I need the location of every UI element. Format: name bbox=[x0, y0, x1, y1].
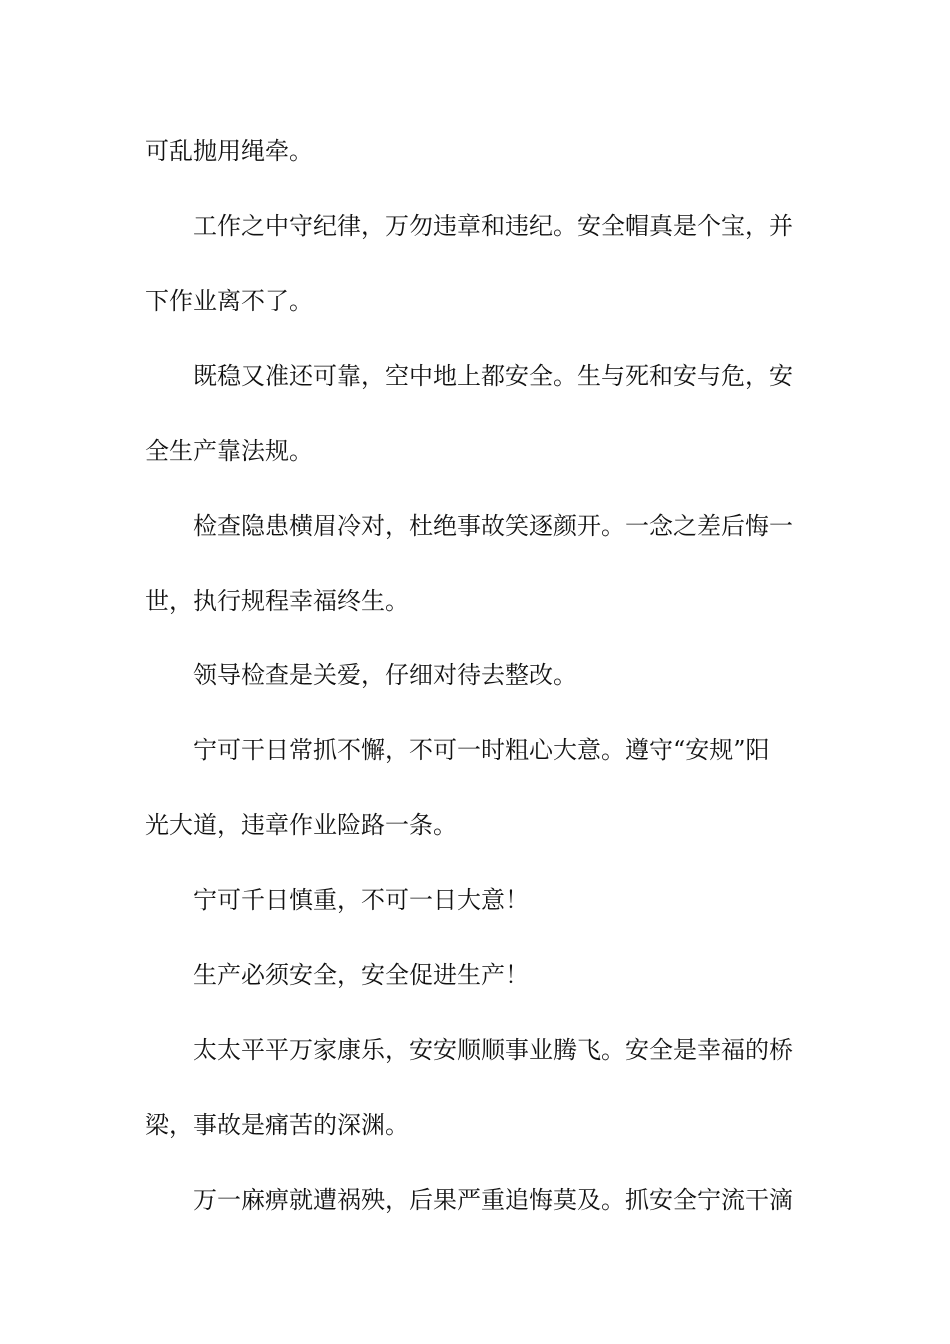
paragraph-line: 宁可千日慎重，不可一日大意！ bbox=[193, 886, 529, 914]
paragraph-line: 万一麻痹就遭祸殃，后果严重追悔莫及。抓安全宁流干滴 bbox=[193, 1186, 793, 1214]
paragraph-line: 生产必须安全，安全促进生产！ bbox=[193, 961, 529, 989]
paragraph-line: 太太平平万家康乐，安安顺顺事业腾飞。安全是幸福的桥 bbox=[193, 1036, 793, 1064]
paragraph-line: 检查隐患横眉冷对，杜绝事故笑逐颜开。一念之差后悔一 bbox=[193, 512, 793, 540]
text-line: 光大道，违章作业险路一条。 bbox=[145, 811, 457, 839]
text-line: 下作业离不了。 bbox=[145, 287, 313, 315]
text-line: 可乱抛用绳牵。 bbox=[145, 137, 313, 165]
paragraph-line: 既稳又准还可靠，空中地上都安全。生与死和安与危，安 bbox=[193, 362, 793, 390]
text-line: 世，执行规程幸福终生。 bbox=[145, 587, 409, 615]
paragraph-line: 宁可干日常抓不懈，不可一时粗心大意。遵守“安规”阳 bbox=[193, 736, 770, 764]
text-line: 梁，事故是痛苦的深渊。 bbox=[145, 1111, 409, 1139]
paragraph-line: 工作之中守纪律，万勿违章和违纪。安全帽真是个宝，并 bbox=[193, 212, 793, 240]
text-line: 全生产靠法规。 bbox=[145, 437, 313, 465]
paragraph-line: 领导检查是关爱，仔细对待去整改。 bbox=[193, 661, 577, 689]
